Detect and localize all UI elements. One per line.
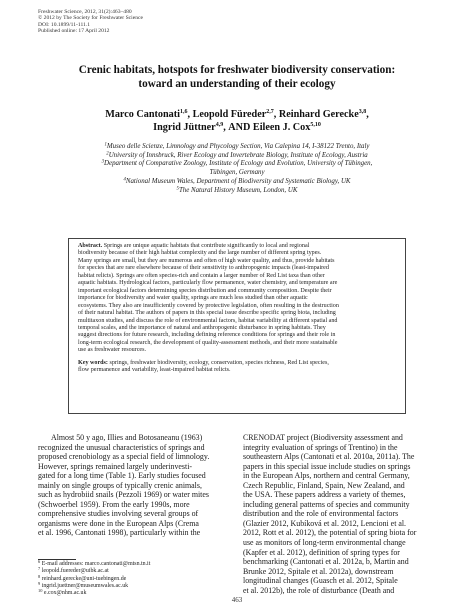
journal-header: [38, 9, 143, 35]
abstract-line: multitaxon studies, and discuss the role of environmental factors, habitat variability at different spatial and: [78, 317, 338, 324]
body-line: 2012, Rott et al. 2012), the potential of spring biota for: [243, 528, 417, 538]
abstract-line: Many springs are small, but they are numerous and often of high water quality, and thus, provide habitats: [78, 257, 335, 264]
author-line-2: Ingrid Jüttner$^{4,9}$, AND Eileen J. Cox$^{5,10}$: [153, 121, 321, 133]
footnote-text: reinhard.gerecke@uni-tuebingen.de: [41, 575, 127, 582]
affiliation-number: 5: [176, 186, 179, 192]
footnote-text: E-mail addresses: marco.cantonati@mtsn.tn.it: [41, 561, 151, 567]
abstract-line: biodiversity because of their high habitat complexity and the large number of different spring types.: [78, 250, 322, 257]
affiliation-number: 2: [106, 151, 109, 157]
body-line: southeastern Alps (Cantonati et al. 2010a, 2011a). The: [243, 452, 415, 462]
affiliation: [20, 143, 454, 152]
title-line-1: Crenic habitats, hotspots for freshwater biodiversity conservation:: [78, 64, 396, 76]
body-line: papers in this special issue include studies on springs: [243, 461, 411, 471]
body-line: Czech Republic, Finland, Spain, New Zealand, and: [243, 480, 405, 490]
header-line: Published online: 17 April 2012: [38, 28, 110, 35]
body-line: such as hydrobiid snails (Pezzoli 1969) or water mites: [38, 490, 209, 500]
author-name: Reinhard Gerecke: [278, 109, 359, 120]
body-line: recognized the unusual characteristics of springs and: [38, 442, 205, 452]
header-line: DOI: 10.1899/11-111.1: [38, 21, 91, 28]
affiliation-number: 1: [104, 142, 107, 148]
abstract-line: aquatic habitats. Hydrological factors, particularly flow permanence, water chemistry, and temperature are: [78, 280, 338, 287]
body-line: the USA. These papers address a variety of themes,: [243, 490, 406, 500]
affiliation-text: Museo delle Scienze, Limnology and Phycology Section, Via Calepina 14, I-38122 Trento, Italy: [106, 143, 370, 150]
author-list: [20, 109, 454, 134]
abstract-label: Abstract.: [78, 243, 103, 249]
abstract-line: habitat relicts). Springs are often species-rich and contain a larger number of Red List taxa than other: [78, 272, 325, 279]
body-line: use as monitors of long-term environmental change: [243, 538, 406, 548]
affiliation-text: Department of Comparative Zoology, Institute of Ecology and Evolution, University of Tübingen,: [104, 160, 373, 168]
body-line: CRENODAT project (Biodiversity assessment and: [243, 433, 403, 442]
author-conjunction: AND: [228, 121, 251, 133]
body-column-right: [243, 433, 438, 595]
abstract-line: temporal scales, and the importance of natural and anthropogenic disturbance in spring habitats. They: [78, 324, 326, 331]
body-line: et al. 2012b), the role of disturbance (Death and: [243, 585, 395, 595]
keywords-text: springs, freshwater biodiversity, ecology, conservation, species richness, Red List species,: [109, 359, 329, 366]
footnote-list: [38, 561, 150, 598]
affiliation-number: 3: [101, 159, 105, 165]
affiliation-text: University of Innsbruck, River Ecology and Invertebrate Biology, Institute of Ecology, Austria: [108, 151, 368, 159]
body-line: Brunke 2012, Spitale et al. 2012a), downstream: [243, 566, 394, 576]
abstract-line: ecosystems. They also are insufficiently covered by protective legislation, often resulting in the destruction: [78, 302, 339, 309]
body-line: proposed crenobiology as a special field of limnology.: [38, 452, 210, 462]
body-line: longitudinal changes (Guasch et al. 2012, Spitale: [243, 576, 398, 586]
body-line: However, springs remained largely underinvesti-: [38, 461, 193, 471]
abstract-line: use as freshwater resources.: [78, 347, 147, 354]
footnote: [38, 568, 150, 575]
body-line: mainly on single groups of typically crenic animals,: [38, 480, 202, 490]
keywords-block: [78, 360, 396, 375]
affiliation-text: The Natural History Museum, London, UK: [178, 186, 298, 194]
author-affil-marker: 2,7: [266, 109, 274, 115]
affiliation: [20, 178, 454, 187]
affiliation: [20, 160, 454, 169]
footnote-number: 10: [38, 588, 43, 594]
footnote-rule: [38, 559, 76, 560]
footnote: [38, 573, 150, 583]
page-number: 463: [231, 596, 243, 604]
body-line: organisms were done in the European Alps (Crema: [38, 518, 199, 528]
abstract-line: importance for biodiversity and water quality, springs are much less studied than other aquatic: [78, 295, 308, 302]
body-line: gated for a long time (Table 1). Early studies focused: [38, 471, 206, 481]
abstract-line: long-term ecological research, the development of quality-assessment methods, and their more sustainable: [78, 339, 338, 346]
keywords-label: Key words:: [78, 359, 108, 366]
author-name: Marco Cantonati: [105, 109, 180, 120]
footnote-text: e.cox@nhm.ac.uk: [43, 590, 87, 597]
footnote-text: ingrid.juettner@museumwales.ac.uk: [41, 583, 129, 590]
body-line: et al. 1996, Cantonati 1998), particularly within the: [38, 528, 201, 538]
title-line-2: toward an understanding of their ecology: [138, 77, 336, 90]
author-affil-marker: 4,9: [215, 121, 224, 128]
footnote-number: 6: [38, 559, 41, 564]
body-line: in the European Alps, northern and central Germany,: [243, 471, 410, 481]
body-column-left: [38, 433, 228, 538]
body-line: benchmarking (Cantonati et al. 2012a, b, Martin and: [243, 557, 409, 567]
affiliation: [20, 169, 454, 178]
affiliation-list: [20, 143, 454, 195]
author-line-1: Marco Cantonati$^{1,6}$, Leopold Füreder$^{2,7}$, Reinhard Gerecke$^{3,8}$,: [105, 109, 369, 120]
body-line: comprehensive studies involving several groups of: [38, 509, 199, 519]
author-name: Eileen J. Cox: [252, 121, 311, 133]
author-name: Ingrid Jüttner: [153, 121, 216, 133]
author-name: Leopold Füreder: [192, 109, 267, 120]
abstract-box: [68, 238, 406, 414]
author-affil-marker: 3,8: [358, 109, 367, 115]
abstract-line: of their natural habitat. The authors of papers in this special issue describe specific spring biota, including: [78, 310, 336, 317]
affiliation: [20, 187, 454, 196]
abstract-line: suggest directions for future research, including defining reference conditions for springs and their role in: [78, 332, 336, 339]
body-line: (Schwoerbel 1959). From the early 1990s, more: [38, 499, 190, 509]
footnote-number: 8: [38, 573, 41, 579]
body-line: distribution and the role of environmental factors: [243, 509, 399, 519]
body-line: including general patterns of species and community: [243, 499, 410, 509]
keywords-line: flow permanence and variability, least-impaired habitat relicts.: [78, 367, 231, 374]
author-affil-marker: 1,6: [180, 109, 188, 115]
footnote-number: 9: [38, 581, 41, 587]
abstract-line: for species that are rare elsewhere because of their sensitivity to anthropogenic impacts (least-impaired: [78, 265, 329, 272]
affiliation-number: 4: [123, 177, 126, 183]
article-title: [20, 64, 454, 91]
footnote-text: leopold.fuereder@uibk.ac.at: [41, 568, 109, 575]
affiliation-text: National Museum Wales, Department of Biodiversity and Systematic Biology, UK: [125, 177, 351, 185]
body-line: (Glazier 2012, Kubíková et al. 2012, Lencioni et al.: [243, 518, 407, 528]
author-affil-marker: 5,10: [310, 121, 321, 128]
abstract-text: Springs are unique aquatic habitats that contribute significantly to local and regional: [103, 243, 310, 249]
header-line: Freshwater Science, 2012, 31(2):463–480: [38, 9, 132, 15]
footnote-number: 7: [38, 566, 41, 572]
body-line: integrity evaluation of springs of Trentino) in the: [243, 442, 398, 452]
abstract-line: important ecological factors determining species distribution and community composition. Despite their: [78, 287, 332, 294]
affiliation-text: Tübingen, Germany: [209, 169, 265, 177]
body-line: (Kapfer et al. 2012), definition of spring types for: [243, 547, 400, 557]
body-line: Almost 50 y ago, Illies and Botosaneanu (1963): [51, 433, 203, 442]
header-line: © 2012 by The Society for Freshwater Science: [38, 15, 143, 22]
